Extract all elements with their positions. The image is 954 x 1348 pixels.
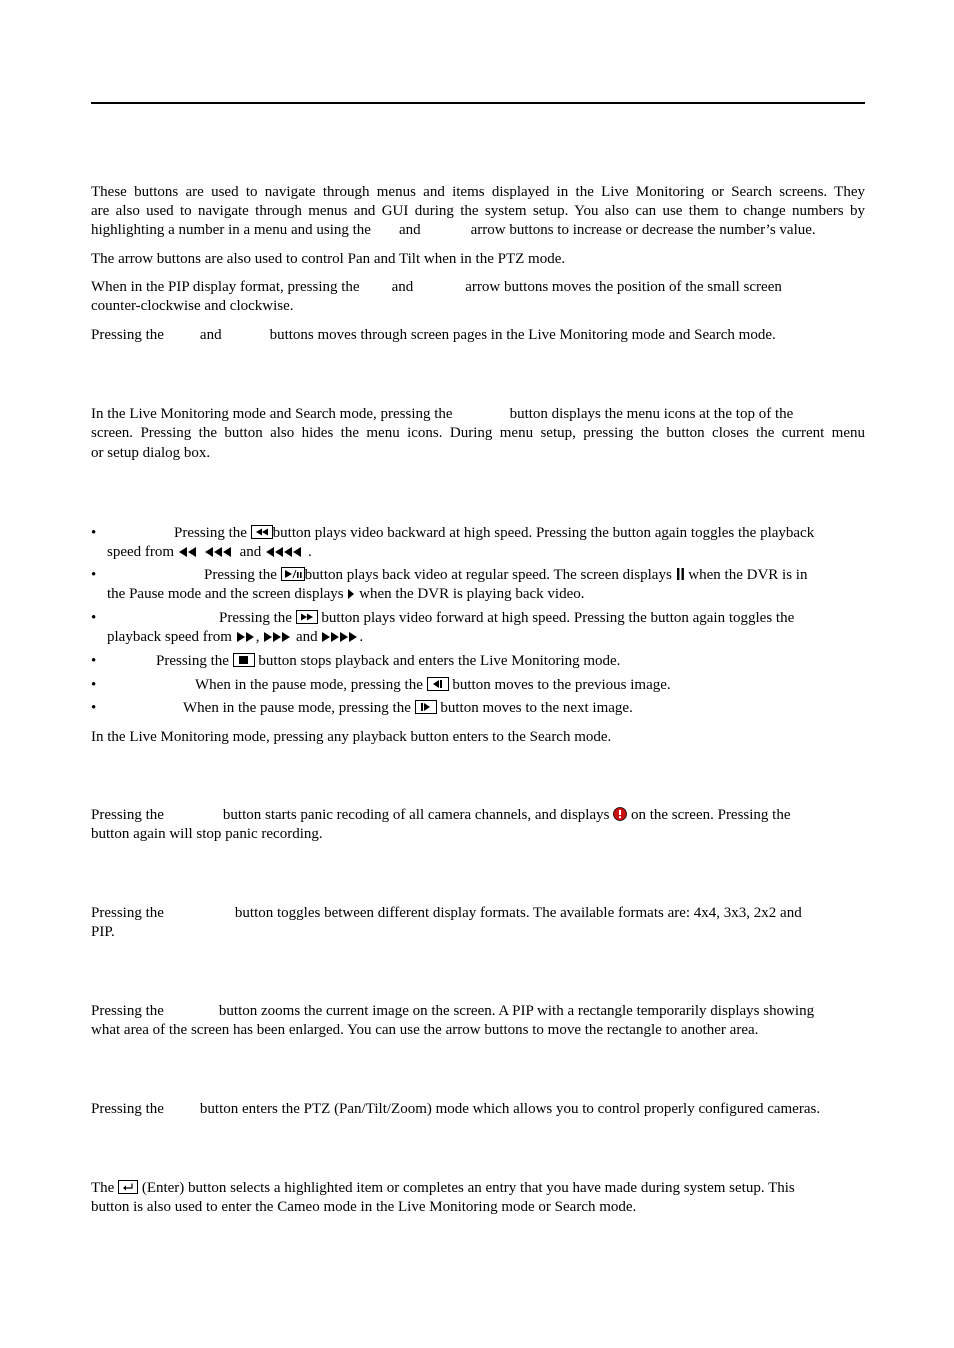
- text: Pressing the: [204, 567, 277, 583]
- fast-forward-button-icon: [296, 610, 318, 624]
- text: speed from: [107, 544, 175, 560]
- text-line: button is also used to enter the Cameo mode in the Live Monitoring mode or Search mode.: [91, 1199, 637, 1215]
- header-rule: [91, 102, 865, 104]
- text-line: In the Live Monitoring mode, pressing any playback button enters to the Search mode.: [91, 729, 612, 745]
- step-back-button-icon: [427, 677, 449, 691]
- enter-button-icon: [118, 1180, 138, 1194]
- menu-paragraph: [91, 405, 865, 463]
- zoom-paragraph: [91, 1002, 865, 1040]
- text: The: [91, 1180, 115, 1196]
- ptz-paragraph: [91, 1100, 865, 1119]
- arrows-paragraph-3: [91, 278, 865, 316]
- bullet: •: [91, 653, 97, 669]
- text: Pressing the: [91, 327, 164, 343]
- text-line: [91, 1100, 865, 1119]
- text: the Pause mode and the screen displays: [107, 586, 344, 602]
- text-line: what area of the screen has been enlarged. You can use the arrow buttons to move the rectangle to another area.: [91, 1022, 759, 1038]
- text-line: These buttons are used to navigate through menus and items displayed in the Live Monitoring or Search screens. They: [91, 184, 865, 200]
- panic-paragraph: [91, 806, 865, 844]
- bullet-stop: [91, 652, 865, 671]
- text-line: are also used to navigate through menus and GUI during the system setup. You also can use them to change numbers by: [91, 203, 865, 219]
- text: button moves to the next image.: [440, 700, 633, 716]
- text: Pressing the: [91, 1003, 164, 1019]
- bullet-next-frame: [91, 699, 865, 718]
- text: highlighting a number in a menu and using the: [91, 222, 371, 238]
- text-line: [107, 566, 865, 585]
- text-line: [91, 278, 865, 297]
- arrows-paragraph-1: [91, 183, 865, 240]
- text: and: [391, 279, 414, 295]
- text-line: [91, 326, 865, 345]
- text-line: [91, 405, 865, 424]
- ff-speed-2-icon: [236, 631, 256, 643]
- step-forward-button-icon: [415, 700, 437, 714]
- bullet-previous-frame: [91, 676, 865, 695]
- text: and: [295, 629, 318, 645]
- text: When in the pause mode, pressing the: [195, 677, 423, 693]
- enter-paragraph: [91, 1179, 865, 1217]
- text: and: [398, 222, 421, 238]
- arrows-paragraph-2: [91, 250, 865, 269]
- text: on the screen. Pressing the: [630, 807, 791, 823]
- arrows-paragraph-4: [91, 326, 865, 345]
- text: when the DVR is in: [688, 567, 808, 583]
- text: button zooms the current image on the screen. A PIP with a rectangle temporarily displays showing: [218, 1003, 815, 1019]
- bullet: •: [91, 567, 97, 583]
- text-line: playback speed from , and .: [107, 629, 364, 645]
- text: (Enter) button selects a highlighted item or completes an entry that you have made during system setup. This: [141, 1180, 795, 1196]
- text: Pressing the: [91, 1101, 164, 1117]
- text: button plays back video at regular speed. The screen displays: [304, 567, 672, 583]
- text-line: button again will stop panic recording.: [91, 826, 323, 842]
- text-line: [107, 585, 865, 604]
- text: button plays video backward at high speed. Pressing the button again toggles the playback: [272, 525, 815, 541]
- text-line: [91, 806, 865, 825]
- text: Pressing the: [156, 653, 229, 669]
- text: and: [199, 327, 222, 343]
- bullet: •: [91, 700, 97, 716]
- text-line: The arrow buttons are also used to control Pan and Tilt when in the PTZ mode.: [91, 251, 566, 267]
- text-line: [107, 699, 865, 718]
- text: button toggles between different display formats. The available formats are: 4x4, 3x3, 2x2 and: [234, 905, 802, 921]
- text: buttons moves through screen pages in the Live Monitoring mode and Search mode.: [269, 327, 776, 343]
- text: playback speed from: [107, 629, 232, 645]
- play-pause-button-icon: [281, 567, 305, 581]
- text: button starts panic recoding of all camera channels, and displays: [222, 807, 610, 823]
- text: button enters the PTZ (Pan/Tilt/Zoom) mode which allows you to control properly configured cameras.: [199, 1101, 821, 1117]
- ff-speed-3-icon: [263, 631, 292, 643]
- bullet: •: [91, 525, 97, 541]
- text-line: [91, 1179, 865, 1198]
- pause-indicator-icon: [676, 567, 685, 581]
- bullet: •: [91, 677, 97, 693]
- text: When in the PIP display format, pressing the: [91, 279, 360, 295]
- text: Pressing the: [91, 905, 164, 921]
- text-line: [91, 1002, 865, 1021]
- bullet-play-pause: [91, 566, 865, 604]
- rewind-button-icon: [251, 525, 273, 539]
- text-line: or setup dialog box.: [91, 445, 211, 461]
- display-paragraph: [91, 904, 865, 942]
- ff-speed-4-icon: [321, 631, 359, 643]
- text: and: [239, 544, 262, 560]
- panic-record-icon: [613, 807, 627, 821]
- rewind-speed-2-icon: [178, 546, 200, 558]
- text-line: [107, 524, 865, 543]
- text: button stops playback and enters the Live Monitoring mode.: [258, 653, 621, 669]
- stop-button-icon: [233, 653, 255, 667]
- text-line: screen. Pressing the button also hides the menu icons. During menu setup, pressing the button closes the current menu: [91, 425, 865, 441]
- text-line: speed from and .: [107, 544, 312, 560]
- text-line: [107, 609, 865, 628]
- bullet: •: [91, 610, 97, 626]
- text: button moves to the previous image.: [452, 677, 671, 693]
- text-line: [91, 904, 865, 923]
- text: arrow buttons to increase or decrease the number’s value.: [470, 222, 816, 238]
- text: Pressing the: [91, 807, 164, 823]
- text-line: [107, 652, 865, 671]
- bullet-fast-forward: [91, 609, 865, 647]
- text-line: PIP.: [91, 924, 115, 940]
- text-line: counter-clockwise and clockwise.: [91, 298, 294, 314]
- text: When in the pause mode, pressing the: [183, 700, 411, 716]
- playback-note: [91, 728, 865, 747]
- text-line: [107, 676, 865, 695]
- text: button displays the menu icons at the top of the: [509, 406, 794, 422]
- text: arrow buttons moves the position of the small screen: [465, 279, 782, 295]
- text: button plays video forward at high speed. Pressing the button again toggles the: [321, 610, 795, 626]
- rewind-speed-4-icon: [265, 546, 308, 558]
- text: In the Live Monitoring mode and Search mode, pressing the: [91, 406, 453, 422]
- text: when the DVR is playing back video.: [359, 586, 585, 602]
- text-line: [91, 221, 865, 240]
- rewind-speed-3-icon: [204, 546, 236, 558]
- text: Pressing the: [174, 525, 247, 541]
- play-indicator-icon: [347, 588, 355, 600]
- bullet-rewind: [91, 524, 865, 562]
- text: Pressing the: [219, 610, 292, 626]
